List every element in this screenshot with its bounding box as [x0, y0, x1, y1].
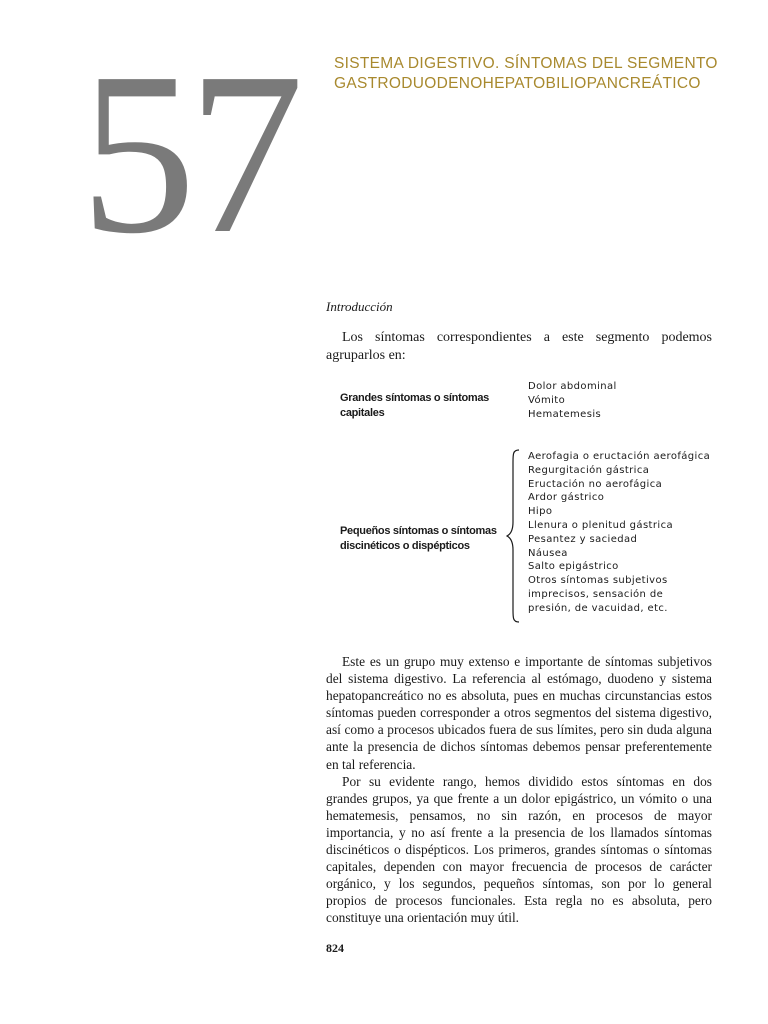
body-paragraph: Por su evidente rango, hemos dividido estos síntomas en dos grandes grupos, ya que frente a un dolor epigástrico, un vómito o una hematemesis, pensamos, no sin razón, en procesos de mayor importancia, y no así frente a la presencia de los llamados síntomas discinéticos o dispépticos. Los primeros, grandes síntomas o síntomas capitales, dependen con mayor frecuencia de procesos de carácter orgánico, y los segundos, pequeños síntomas, son por lo general propios de procesos funcionales. Esta regla no es absoluta, pero constituye una orientación muy útil.: [326, 773, 712, 926]
symptom-item: imprecisos, sensación de: [528, 588, 664, 600]
chapter-title-line2: GASTRODUODENOHEPATOBILIOPANCREÁTICO: [334, 75, 701, 92]
chapter-title-line1: SISTEMA DIGESTIVO. SÍNTOMAS DEL SEGMENTO: [334, 55, 718, 72]
group2-label-line2: discinéticos o dispépticos: [340, 540, 470, 552]
symptom-item: Náusea: [528, 547, 568, 559]
symptom-item: Llenura o plenitud gástrica: [528, 519, 673, 531]
symptom-item: Ardor gástrico: [528, 492, 605, 504]
symptom-item: Pesantez y saciedad: [528, 533, 638, 545]
chapter-title: [334, 54, 744, 94]
symptom-item: Eructación no aerofágica: [528, 478, 663, 490]
group1-label-line2: capitales: [340, 407, 385, 419]
symptom-item: Regurgitación gástrica: [528, 464, 650, 476]
group1-symptom-list: [528, 380, 617, 421]
symptom-item: Vómito: [528, 394, 566, 406]
symptom-item: Aerofagia o eructación aerofágica: [528, 451, 711, 462]
symptom-item: Dolor abdominal: [528, 381, 617, 392]
group2-label: [340, 524, 510, 554]
group2-label-line1: Pequeños síntomas o síntomas: [340, 525, 497, 537]
symptom-item: Hipo: [528, 506, 553, 518]
body-text: [326, 653, 712, 927]
group1-label-line1: Grandes síntomas o síntomas: [340, 392, 489, 404]
symptom-item: Salto epigástrico: [528, 561, 619, 573]
section-heading: Introducción: [326, 299, 393, 314]
group1-label: [340, 391, 510, 421]
chapter-number: 57: [80, 25, 296, 282]
body-paragraph: Este es un grupo muy extenso e importante de síntomas subjetivos del sistema digestivo. La referencia al estómago, duodeno y sistema hepatopancreático no es absoluta, pues en muchas circunstancias estos síntomas pueden corresponder a otros segmentos del sistema digestivo, así como a procesos ubicados fuera de sus límites, pero sin duda alguna ante la presencia de dichos síntomas debemos pensar preferentemente en tal referencia.: [326, 654, 712, 772]
symptom-item: presión, de vacuidad, etc.: [528, 602, 668, 614]
intro-paragraph: Los síntomas correspondientes a este segmento podemos agruparlos en:: [326, 330, 712, 363]
page-number: 824: [326, 941, 344, 955]
group2-symptom-list: [528, 450, 710, 616]
symptom-item: Hematemesis: [528, 408, 602, 420]
symptom-item: Otros síntomas subjetivos: [528, 575, 668, 587]
